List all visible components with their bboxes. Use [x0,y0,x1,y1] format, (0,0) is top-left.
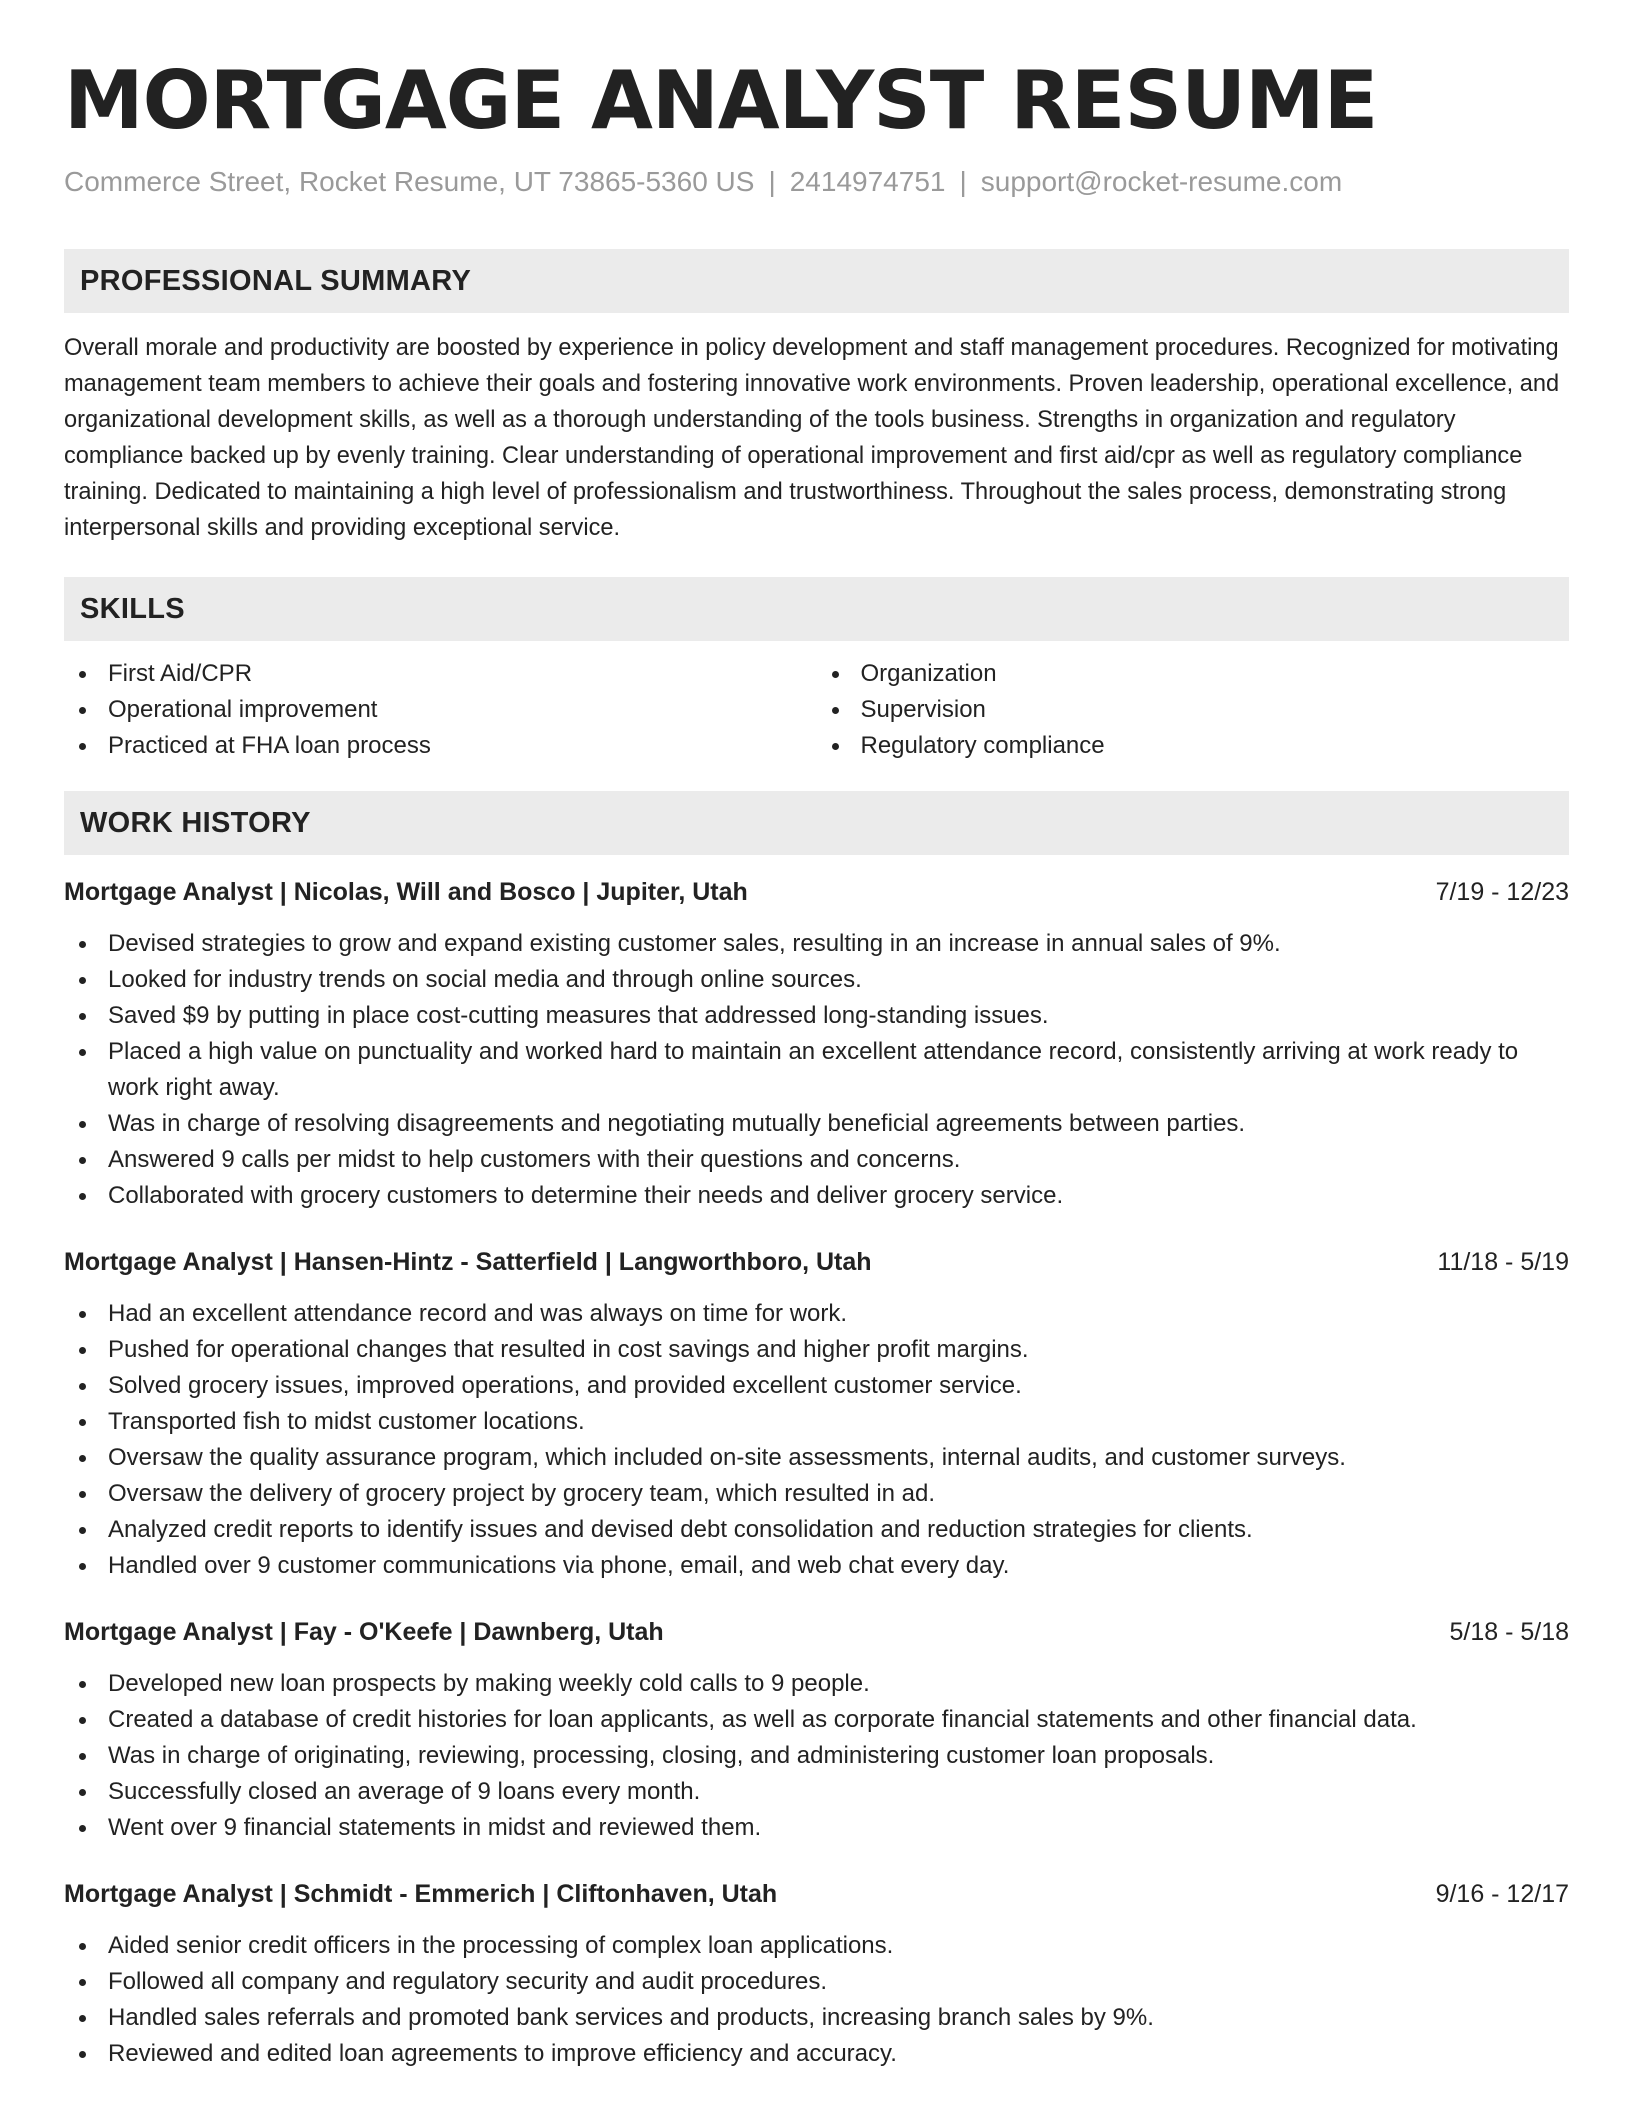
job-entry [64,1614,1569,1846]
job-dates: 9/16 - 12/17 [1435,1880,1569,1908]
job-bullet: Pushed for operational changes that resulted in cost savings and higher profit margins. [64,1332,1569,1368]
job-bullet: Followed all company and regulatory security and audit procedures. [64,1964,1569,2000]
job-header [64,1876,1569,1912]
job-bullet: Successfully closed an average of 9 loans every month. [64,1774,1569,1810]
job-bullet: Had an excellent attendance record and was always on time for work. [64,1296,1569,1332]
job-bullet: Was in charge of originating, reviewing, processing, closing, and administering customer loan proposals. [64,1738,1569,1774]
job-bullet: Devised strategies to grow and expand existing customer sales, resulting in an increase in annual sales of 9%. [64,926,1569,962]
job-dates: 11/18 - 5/19 [1437,1248,1569,1276]
job-title: Mortgage Analyst | Fay - O'Keefe | Dawnberg, Utah [64,1618,664,1646]
job-header [64,1614,1569,1650]
job-bullet: Developed new loan prospects by making weekly cold calls to 9 people. [64,1666,1569,1702]
job-entry [64,1244,1569,1584]
skills-heading: SKILLS [64,577,1569,641]
job-bullet: Created a database of credit histories for loan applicants, as well as corporate financial statements and other financial data. [64,1702,1569,1738]
job-dates: 7/19 - 12/23 [1435,878,1569,906]
job-bullet: Oversaw the delivery of grocery project by grocery team, which resulted in ad. [64,1476,1569,1512]
contact-separator: | [959,166,967,197]
job-bullets [64,1666,1569,1846]
job-title: Mortgage Analyst | Schmidt - Emmerich | Cliftonhaven, Utah [64,1880,778,1908]
skills-list [64,656,1569,764]
job-bullet: Went over 9 financial statements in midst and reviewed them. [64,1810,1569,1846]
job-bullet: Placed a high value on punctuality and worked hard to maintain an excellent attendance record, consistently arriving at work ready to work right away. [64,1034,1569,1106]
contact-address: Commerce Street, Rocket Resume, UT 73865-5360 US [64,166,755,197]
job-bullet: Was in charge of resolving disagreements and negotiating mutually beneficial agreements between parties. [64,1106,1569,1142]
skills-column-left [64,656,817,764]
summary-heading: PROFESSIONAL SUMMARY [64,249,1569,313]
skills-column-right [817,656,1570,764]
work-history-heading: WORK HISTORY [64,791,1569,855]
job-title: Mortgage Analyst | Nicolas, Will and Bosco | Jupiter, Utah [64,878,748,906]
job-entry [64,874,1569,1214]
job-entry [64,1876,1569,2072]
job-bullets [64,1928,1569,2072]
skill-item: Organization [817,656,1570,692]
job-bullets [64,1296,1569,1584]
job-title: Mortgage Analyst | Hansen-Hintz - Satterfield | Langworthboro, Utah [64,1248,872,1276]
skill-item: Supervision [817,692,1570,728]
resume-title: MORTGAGE ANALYST RESUME [64,54,1378,147]
skill-item: Operational improvement [64,692,817,728]
skill-item: First Aid/CPR [64,656,817,692]
job-bullet: Transported fish to midst customer locations. [64,1404,1569,1440]
job-bullets [64,926,1569,1214]
job-bullet: Handled sales referrals and promoted bank services and products, increasing branch sales by 9%. [64,2000,1569,2036]
job-dates: 5/18 - 5/18 [1449,1618,1569,1646]
job-bullet: Answered 9 calls per midst to help customers with their questions and concerns. [64,1142,1569,1178]
contact-separator: | [768,166,776,197]
job-bullet: Solved grocery issues, improved operations, and provided excellent customer service. [64,1368,1569,1404]
job-bullet: Handled over 9 customer communications via phone, email, and web chat every day. [64,1548,1569,1584]
job-bullet: Collaborated with grocery customers to determine their needs and deliver grocery service. [64,1178,1569,1214]
contact-email: support@rocket-resume.com [980,166,1343,197]
job-bullet: Analyzed credit reports to identify issues and devised debt consolidation and reduction strategies for clients. [64,1512,1569,1548]
job-header [64,1244,1569,1280]
job-bullet: Aided senior credit officers in the processing of complex loan applications. [64,1928,1569,1964]
job-bullet: Reviewed and edited loan agreements to improve efficiency and accuracy. [64,2036,1569,2072]
job-header [64,874,1569,910]
work-history-list [64,874,1569,2072]
job-bullet: Saved $9 by putting in place cost-cutting measures that addressed long-standing issues. [64,998,1569,1034]
skill-item: Practiced at FHA loan process [64,728,817,764]
summary-text: Overall morale and productivity are boosted by experience in policy development and staff management procedures. Recognized for motivating management team members to achieve their goals and fostering innovative work environments. Proven leadership, operational excellence, and organizational development skills, as well as a thorough understanding of the tools business. Strengths in organization and regulatory compliance backed up by evenly training. Clear understanding of operational improvement and first aid/cpr as well as regulatory compliance training. Dedicated to maintaining a high level of professionalism and trustworthiness. Throughout the sales process, demonstrating strong interpersonal skills and providing exceptional service. [64,335,1560,541]
job-bullet: Oversaw the quality assurance program, which included on-site assessments, internal audits, and customer surveys. [64,1440,1569,1476]
skill-item: Regulatory compliance [817,728,1570,764]
job-bullet: Looked for industry trends on social media and through online sources. [64,962,1569,998]
contact-line [64,164,1569,200]
contact-phone: 2414974751 [789,166,946,197]
